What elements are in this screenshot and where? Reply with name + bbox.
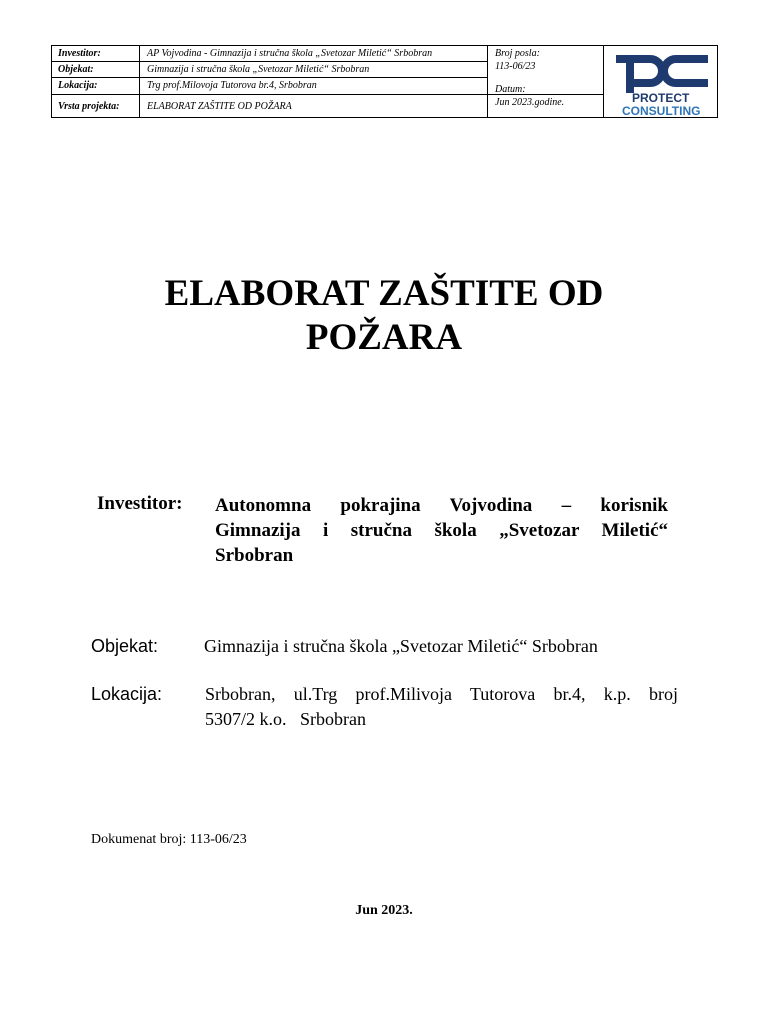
- header-divider: [603, 46, 604, 117]
- header-project-type-label: Vrsta projekta:: [58, 101, 120, 112]
- object-label: Objekat:: [91, 636, 159, 656]
- object-value: Gimnazija i stručna škola „Svetozar Miletić“ Srbobran: [204, 636, 598, 656]
- logo-mark: [616, 59, 708, 93]
- investor-line-1: Autonomna pokrajina Vojvodina – korisnik: [215, 495, 668, 516]
- footer-date: Jun 2023.: [355, 903, 413, 918]
- header-investor-label: Investitor:: [58, 48, 101, 59]
- header-object-label: Objekat:: [58, 64, 94, 75]
- header-row-divider: [52, 61, 487, 62]
- document-number: Dokumenat broj: 113-06/23: [91, 832, 247, 847]
- investor-label: Investitor:: [97, 493, 183, 514]
- title-line-2: POŽARA: [305, 317, 463, 358]
- date-label: Datum:: [495, 84, 526, 95]
- header-location-label: Lokacija:: [58, 80, 98, 91]
- location-line-1: Srbobran, ul.Trg prof.Milivoja Tutorova br.4, k.p. broj: [205, 684, 678, 704]
- header-table: [51, 45, 718, 118]
- header-row-divider: [52, 77, 487, 78]
- header-divider: [487, 46, 488, 117]
- logo-text-protect: PROTECT: [632, 91, 690, 105]
- document-title: [0, 272, 768, 360]
- job-number-label: Broj posla:: [495, 48, 540, 59]
- location-value: [205, 682, 678, 732]
- header-investor-value: AP Vojvodina - Gimnazija i stručna škola „Svetozar Miletić“ Srbobran: [147, 48, 433, 59]
- header-divider: [139, 46, 140, 117]
- location-label: Lokacija:: [91, 684, 163, 704]
- job-number: 113-06/23: [495, 61, 536, 72]
- header-object-value: Gimnazija i stručna škola „Svetozar Miletić“ Srbobran: [147, 64, 370, 75]
- header-location-value: Trg prof.Milovoja Tutorova br.4, Srbobran: [147, 80, 317, 91]
- title-line-1: ELABORAT ZAŠTITE OD: [164, 273, 604, 314]
- logo-text-consulting: CONSULTING: [622, 104, 701, 117]
- location-line-2: 5307/2 k.o. Srbobran: [205, 709, 366, 729]
- header-date: Jun 2023.godine.: [495, 97, 565, 108]
- investor-line-3: Srbobran: [215, 545, 294, 566]
- header-project-type-value: ELABORAT ZAŠTITE OD POŽARA: [147, 101, 292, 112]
- investor-value: [215, 493, 668, 568]
- investor-line-2: Gimnazija i stručna škola „Svetozar Miletić“: [215, 520, 668, 541]
- protect-consulting-logo: [610, 49, 716, 117]
